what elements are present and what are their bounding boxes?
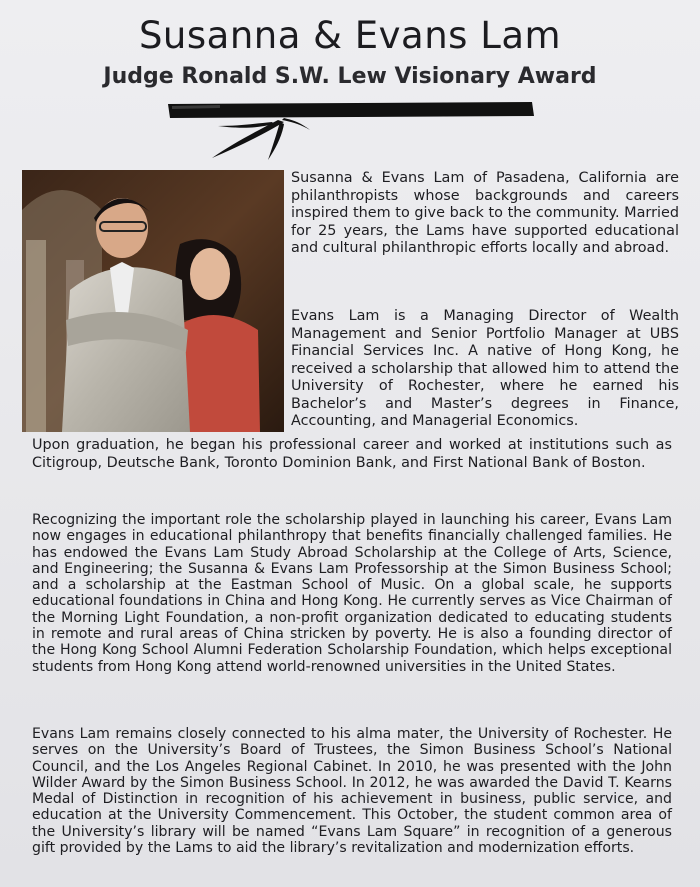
brush-stroke-bar bbox=[168, 102, 534, 118]
woman-face bbox=[190, 248, 230, 300]
award-subtitle: Judge Ronald S.W. Lew Visionary Award bbox=[103, 64, 597, 89]
column-left bbox=[26, 240, 46, 432]
alma-mater-paragraph: Evans Lam remains closely connected to his alma mater, the University of Rochester. He serves on the University’s Board of Trustees, the Simon Business School’s National Council, and the Los Angeles Regional Cabinet. In 2010, he was presented with the John Wilder Award by the Simon Business School. In 2012, he was awarded the David T. Kearns Medal of Distinction in recognition of his achievement in business, public service, and education at the University Commencement. This October, the student common area of the University’s library will be named “Evans Lam Square” in recognition of a generous gift provided by the Lams to aid the library’s revitalization and modernization efforts. bbox=[32, 726, 672, 857]
intro-paragraph: Susanna & Evans Lam of Pasadena, California are philanthropists whose backgrounds and careers inspired them to give back to the community. Married for 25 years, the Lams have supported educational and cultural philanthropic efforts locally and abroad. bbox=[291, 170, 679, 256]
bamboo-leaf-4 bbox=[282, 118, 310, 130]
bamboo-brush-stroke-icon bbox=[160, 96, 540, 162]
portrait-photo bbox=[22, 170, 284, 432]
page-title: Susanna & Evans Lam bbox=[138, 14, 562, 57]
career-paragraph-wrap: Evans Lam is a Managing Director of Wealth Management and Senior Portfolio Manager at UBS Financial Services Inc. A native of Hong Kong, he received a scholarship that allowed him to attend the University of Rochester, where he earned his Bachelor’s and Master’s degrees in Finance, Accounting, and Managerial Economics. bbox=[291, 308, 679, 429]
philanthropy-paragraph: Recognizing the important role the scholarship played in launching his career, Evans Lam now engages in educational philanthropy that benefits financially challenged families. He has endowed the Evans Lam Study Abroad Scholarship at the College of Arts, Science, and Engineering; the Susanna & Evans Lam Professorship at the Simon Business School; and a scholarship at the Eastman School of Music. On a global scale, he supports educational foundations in China and Hong Kong. He currently serves as Vice Chairman of the Morning Light Foundation, a non-profit organization dedicated to educating students in remote and rural areas of China stricken by poverty. He is also a founding director of the Hong Kong School Alumni Federation Scholarship Foundation, which helps exceptional students from Hong Kong attend world-renowned universities in the United States. bbox=[32, 512, 672, 675]
career-paragraph-continued: Upon graduation, he began his professional career and worked at institutions such as Citigroup, Deutsche Bank, Toronto Dominion Bank, and First National Bank of Boston. bbox=[32, 437, 672, 471]
